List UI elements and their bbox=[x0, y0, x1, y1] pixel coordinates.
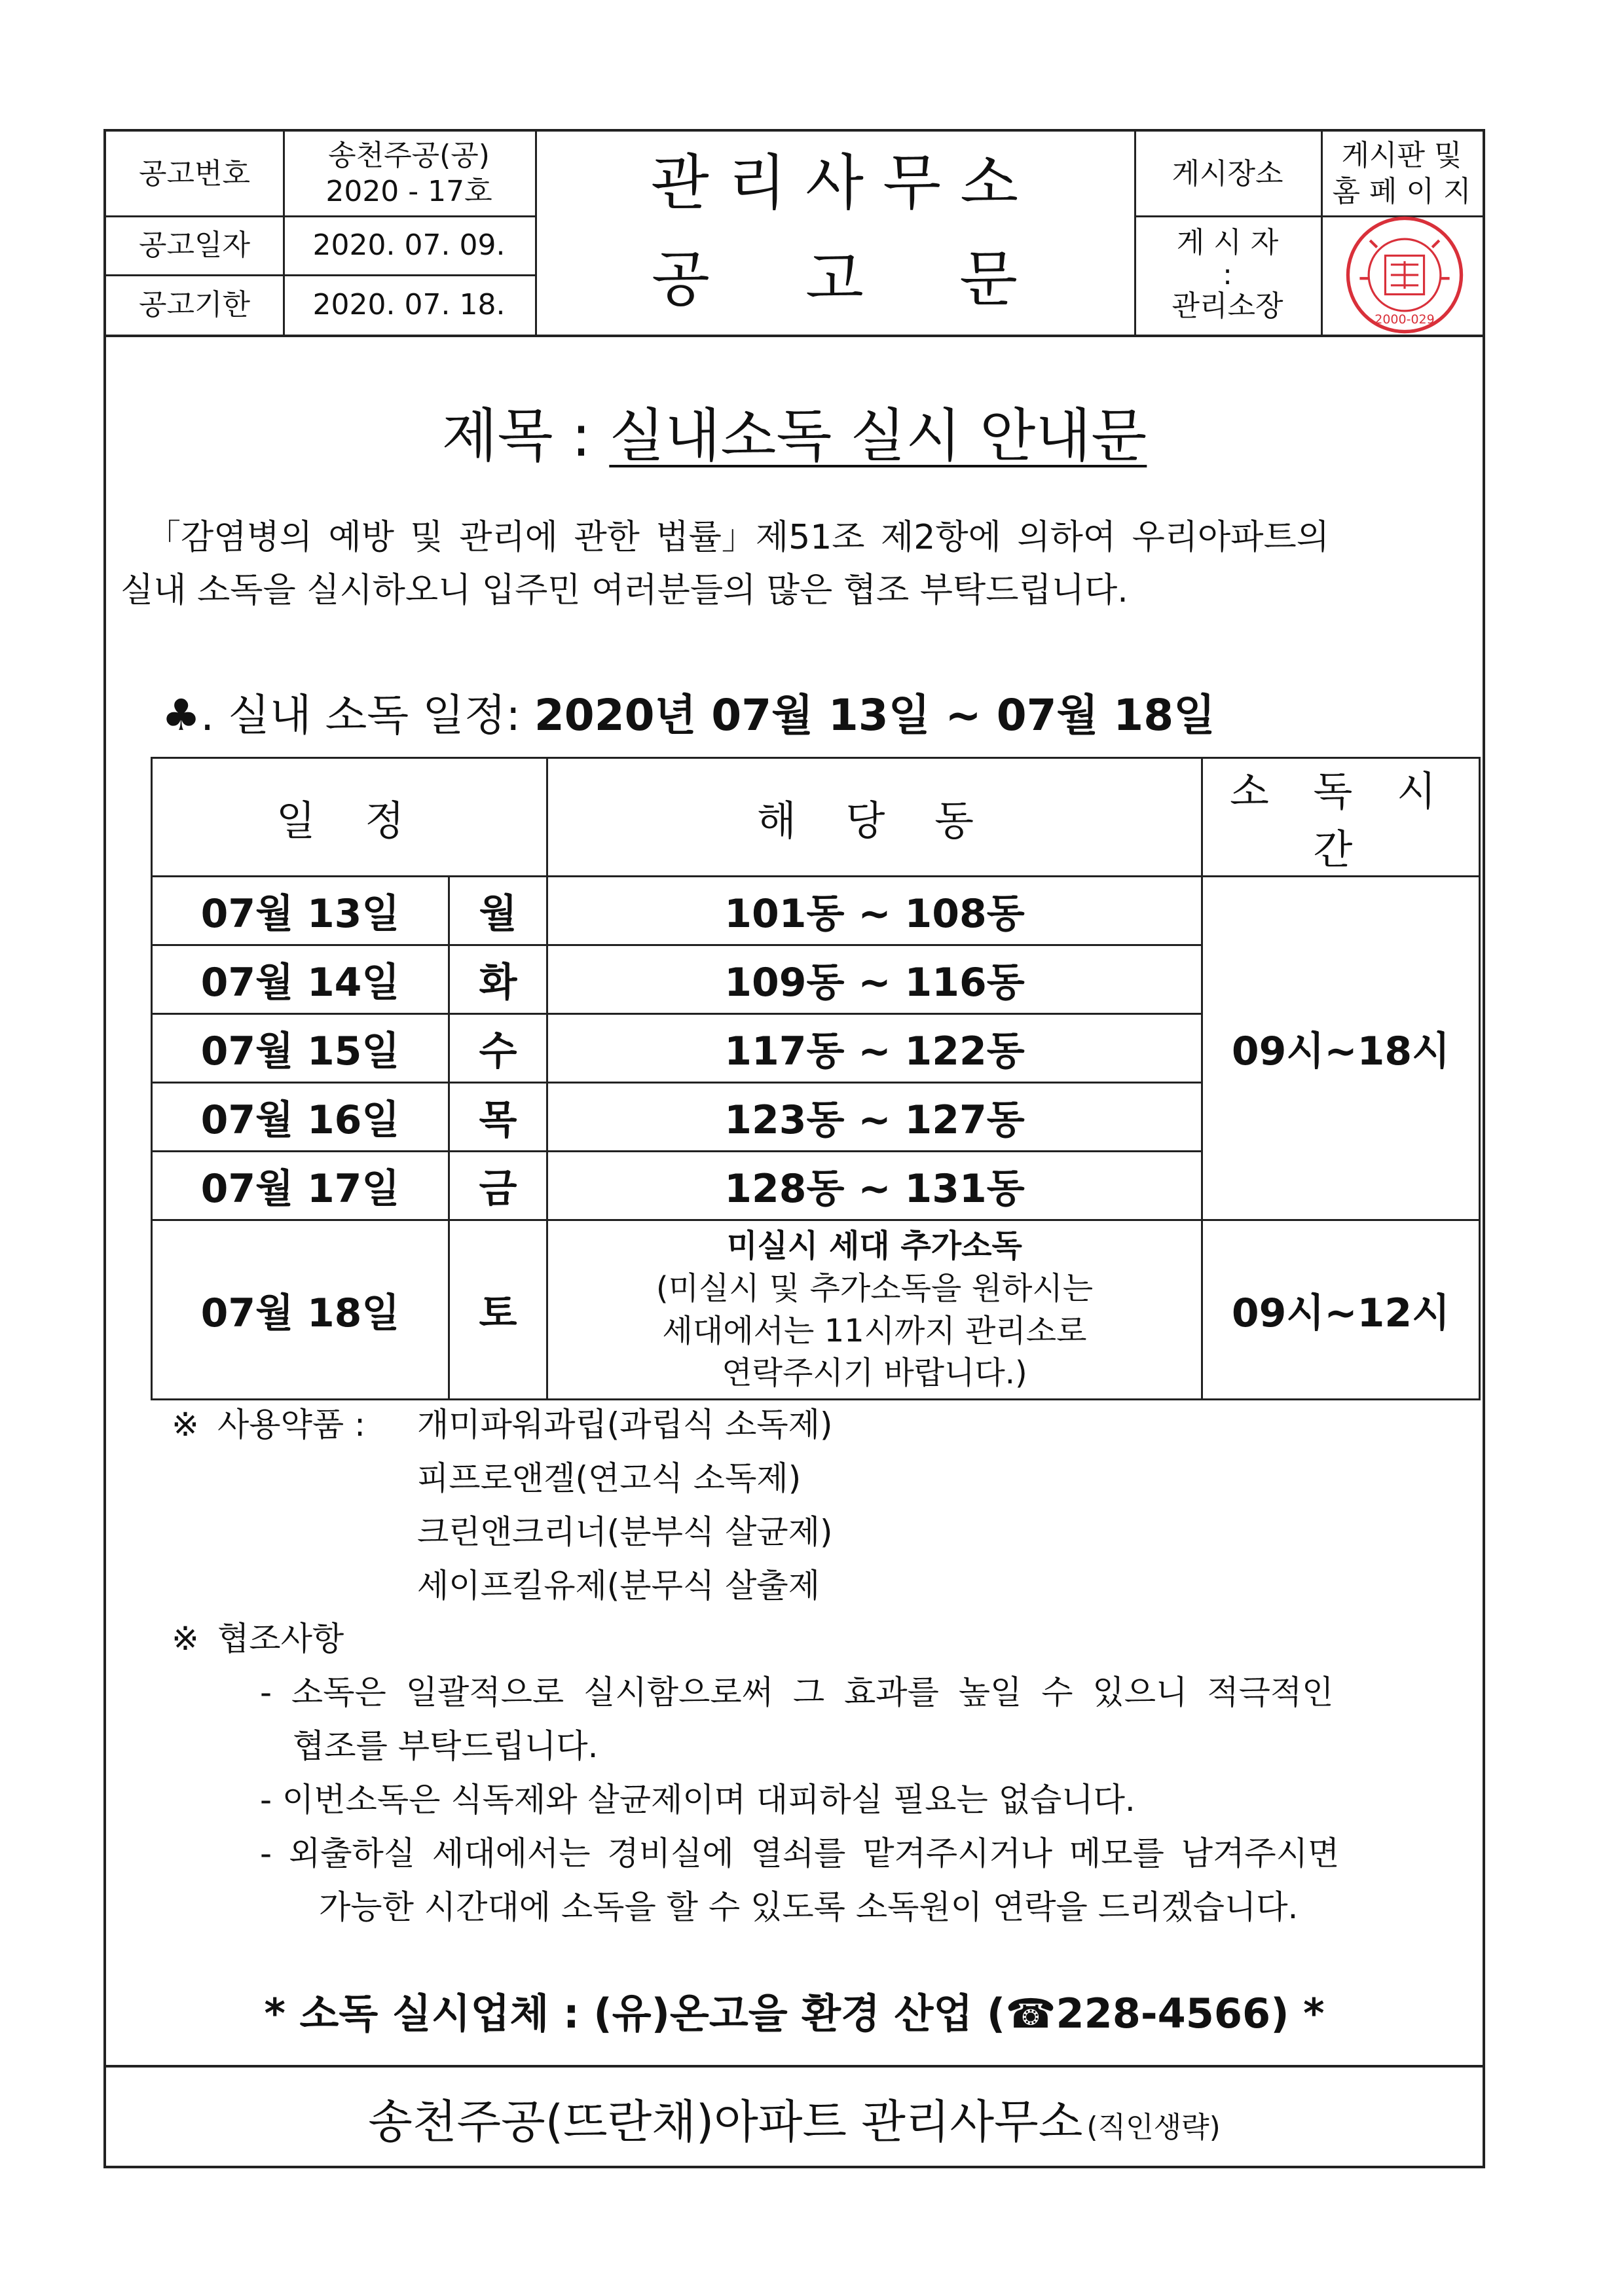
schedule-line bbox=[162, 680, 1215, 742]
notice-period-value: 2020. 07. 18. bbox=[312, 287, 506, 321]
row-buildings: 123동 ~ 127동 bbox=[547, 1083, 1202, 1152]
contractor-line: * 소독 실시업체 : (유)온고을 환경 산업 (☎228-4566) * bbox=[264, 1990, 1325, 2037]
table-row bbox=[152, 877, 1480, 945]
weekday-time: 09시~18시 bbox=[1202, 877, 1480, 1220]
notice-date-label: 공고일자 bbox=[138, 228, 250, 262]
saturday-note-line1: (미실시 및 추가소독을 원하시는 bbox=[655, 1269, 1094, 1307]
saturday-note-line3: 연락주시기 바랍니다.) bbox=[722, 1355, 1027, 1392]
schedule-range: 2020년 07월 13일 ~ 07월 18일 bbox=[534, 690, 1215, 740]
schedule-table bbox=[151, 757, 1481, 1400]
post-place-value-line1: 게시판 및 bbox=[1341, 139, 1462, 172]
row-buildings: 117동 ~ 122동 bbox=[547, 1014, 1202, 1083]
row-date: 07월 14일 bbox=[152, 945, 449, 1014]
post-place-value bbox=[1321, 132, 1483, 215]
chemical-item: 개미파워과립(과립식 소독제) bbox=[417, 1406, 833, 1444]
table-header-row bbox=[152, 758, 1480, 877]
saturday-note-title: 미실시 세대 추가소독 bbox=[727, 1228, 1022, 1264]
notice-frame bbox=[103, 129, 1485, 2168]
chemicals-section bbox=[172, 1398, 1468, 1613]
notice-no-label: 공고번호 bbox=[138, 156, 250, 191]
poster-label bbox=[1134, 215, 1321, 335]
table-row-saturday bbox=[152, 1220, 1480, 1400]
header-buildings: 해 당 동 bbox=[547, 758, 1202, 877]
row-day: 금 bbox=[449, 1152, 547, 1220]
row-date: 07월 13일 bbox=[152, 877, 449, 945]
chemical-item: 크린앤크리너(분부식 살균제) bbox=[417, 1513, 833, 1551]
cooperation-section bbox=[172, 1613, 1468, 1935]
footer-seal-omitted: (직인생략) bbox=[1086, 2111, 1221, 2144]
notice-no-value-line1: 송천주공(공) bbox=[328, 139, 490, 172]
post-place-label: 게시장소 bbox=[1172, 156, 1283, 191]
row-date: 07월 18일 bbox=[152, 1220, 449, 1400]
saturday-note-line2: 세대에서는 11시까지 관리소로 bbox=[662, 1312, 1087, 1349]
row-day: 화 bbox=[449, 945, 547, 1014]
row-buildings: 101동 ~ 108동 bbox=[547, 877, 1202, 945]
subject-title: 실내소독 실시 안내문 bbox=[609, 402, 1147, 469]
cooperation-item1-line1: - 소독은 일괄적으로 실시함으로써 그 효과를 높일 수 있으니 적극적인 bbox=[260, 1673, 1334, 1711]
header-title-line2: 공 고 문 bbox=[651, 244, 1018, 314]
notice-date-value: 2020. 07. 09. bbox=[312, 228, 506, 262]
intro-line1: 「감염병의 예방 및 관리에 관한 법률」제51조 제2항에 의하여 우리아파트의 bbox=[147, 518, 1329, 557]
cooperation-item1-line2: 협조를 부탁드립니다. bbox=[293, 1727, 599, 1765]
row-date: 07월 15일 bbox=[152, 1014, 449, 1083]
poster-label-line2: : bbox=[1223, 257, 1232, 291]
notice-header bbox=[106, 132, 1483, 337]
header-time: 소 독 시 간 bbox=[1202, 758, 1480, 877]
club-bullet-icon: ♣ bbox=[162, 690, 201, 740]
chemical-item: 피프로앤겔(연고식 소독제) bbox=[417, 1459, 802, 1497]
row-day: 수 bbox=[449, 1014, 547, 1083]
row-day: 토 bbox=[449, 1220, 547, 1400]
footer-office-name: 송천주공(뜨란채)아파트 관리사무소 bbox=[368, 2094, 1083, 2149]
row-date: 07월 17일 bbox=[152, 1152, 449, 1220]
official-seal-stamp bbox=[1342, 213, 1467, 337]
cooperation-item3-line2: 가능한 시간대에 소독을 할 수 있도록 소독원이 연락을 드리겠습니다. bbox=[319, 1888, 1299, 1926]
stamp-text: 2000-029 bbox=[1375, 312, 1435, 327]
reference-mark-icon: ※ bbox=[172, 1620, 199, 1658]
notice-no-value bbox=[283, 132, 535, 215]
row-date: 07월 16일 bbox=[152, 1083, 449, 1152]
saturday-note bbox=[547, 1220, 1202, 1400]
post-place-value-line2: 홈 페 이 지 bbox=[1332, 175, 1471, 208]
cooperation-item3-line1: - 외출하실 세대에서는 경비실에 열쇠를 맡겨주시거나 메모를 남겨주시면 bbox=[260, 1834, 1340, 1872]
intro-line2: 실내 소독을 실시하오니 입주민 여러분들의 많은 협조 부탁드립니다. bbox=[120, 570, 1128, 610]
poster-label-line1: 게 시 자 bbox=[1176, 226, 1279, 260]
schedule-label: . 실내 소독 일정: bbox=[200, 690, 534, 740]
row-day: 월 bbox=[449, 877, 547, 945]
footer bbox=[106, 2065, 1483, 2168]
intro-paragraph bbox=[120, 511, 1443, 617]
header-title-line1: 관 리 사 무 소 bbox=[650, 147, 1019, 218]
header-date: 일 정 bbox=[152, 758, 547, 877]
reference-mark-icon: ※ bbox=[172, 1406, 199, 1444]
subject-line bbox=[106, 390, 1483, 473]
chemicals-label: 사용약품 : bbox=[217, 1406, 365, 1444]
cooperation-label: 협조사항 bbox=[217, 1620, 344, 1658]
saturday-time: 09시~12시 bbox=[1202, 1220, 1480, 1400]
chemical-item: 세이프킬유제(분무식 살출제 bbox=[417, 1567, 820, 1605]
poster-label-line3: 관리소장 bbox=[1172, 289, 1283, 323]
row-day: 목 bbox=[449, 1083, 547, 1152]
row-buildings: 128동 ~ 131동 bbox=[547, 1152, 1202, 1220]
row-buildings: 109동 ~ 116동 bbox=[547, 945, 1202, 1014]
cooperation-item2: - 이번소독은 식독제와 살균제이며 대피하실 필요는 없습니다. bbox=[260, 1781, 1135, 1819]
notice-no-value-line2: 2020 - 17호 bbox=[325, 175, 492, 208]
notice-period-label: 공고기한 bbox=[138, 287, 250, 321]
subject-prefix: 제목 : bbox=[441, 402, 610, 469]
